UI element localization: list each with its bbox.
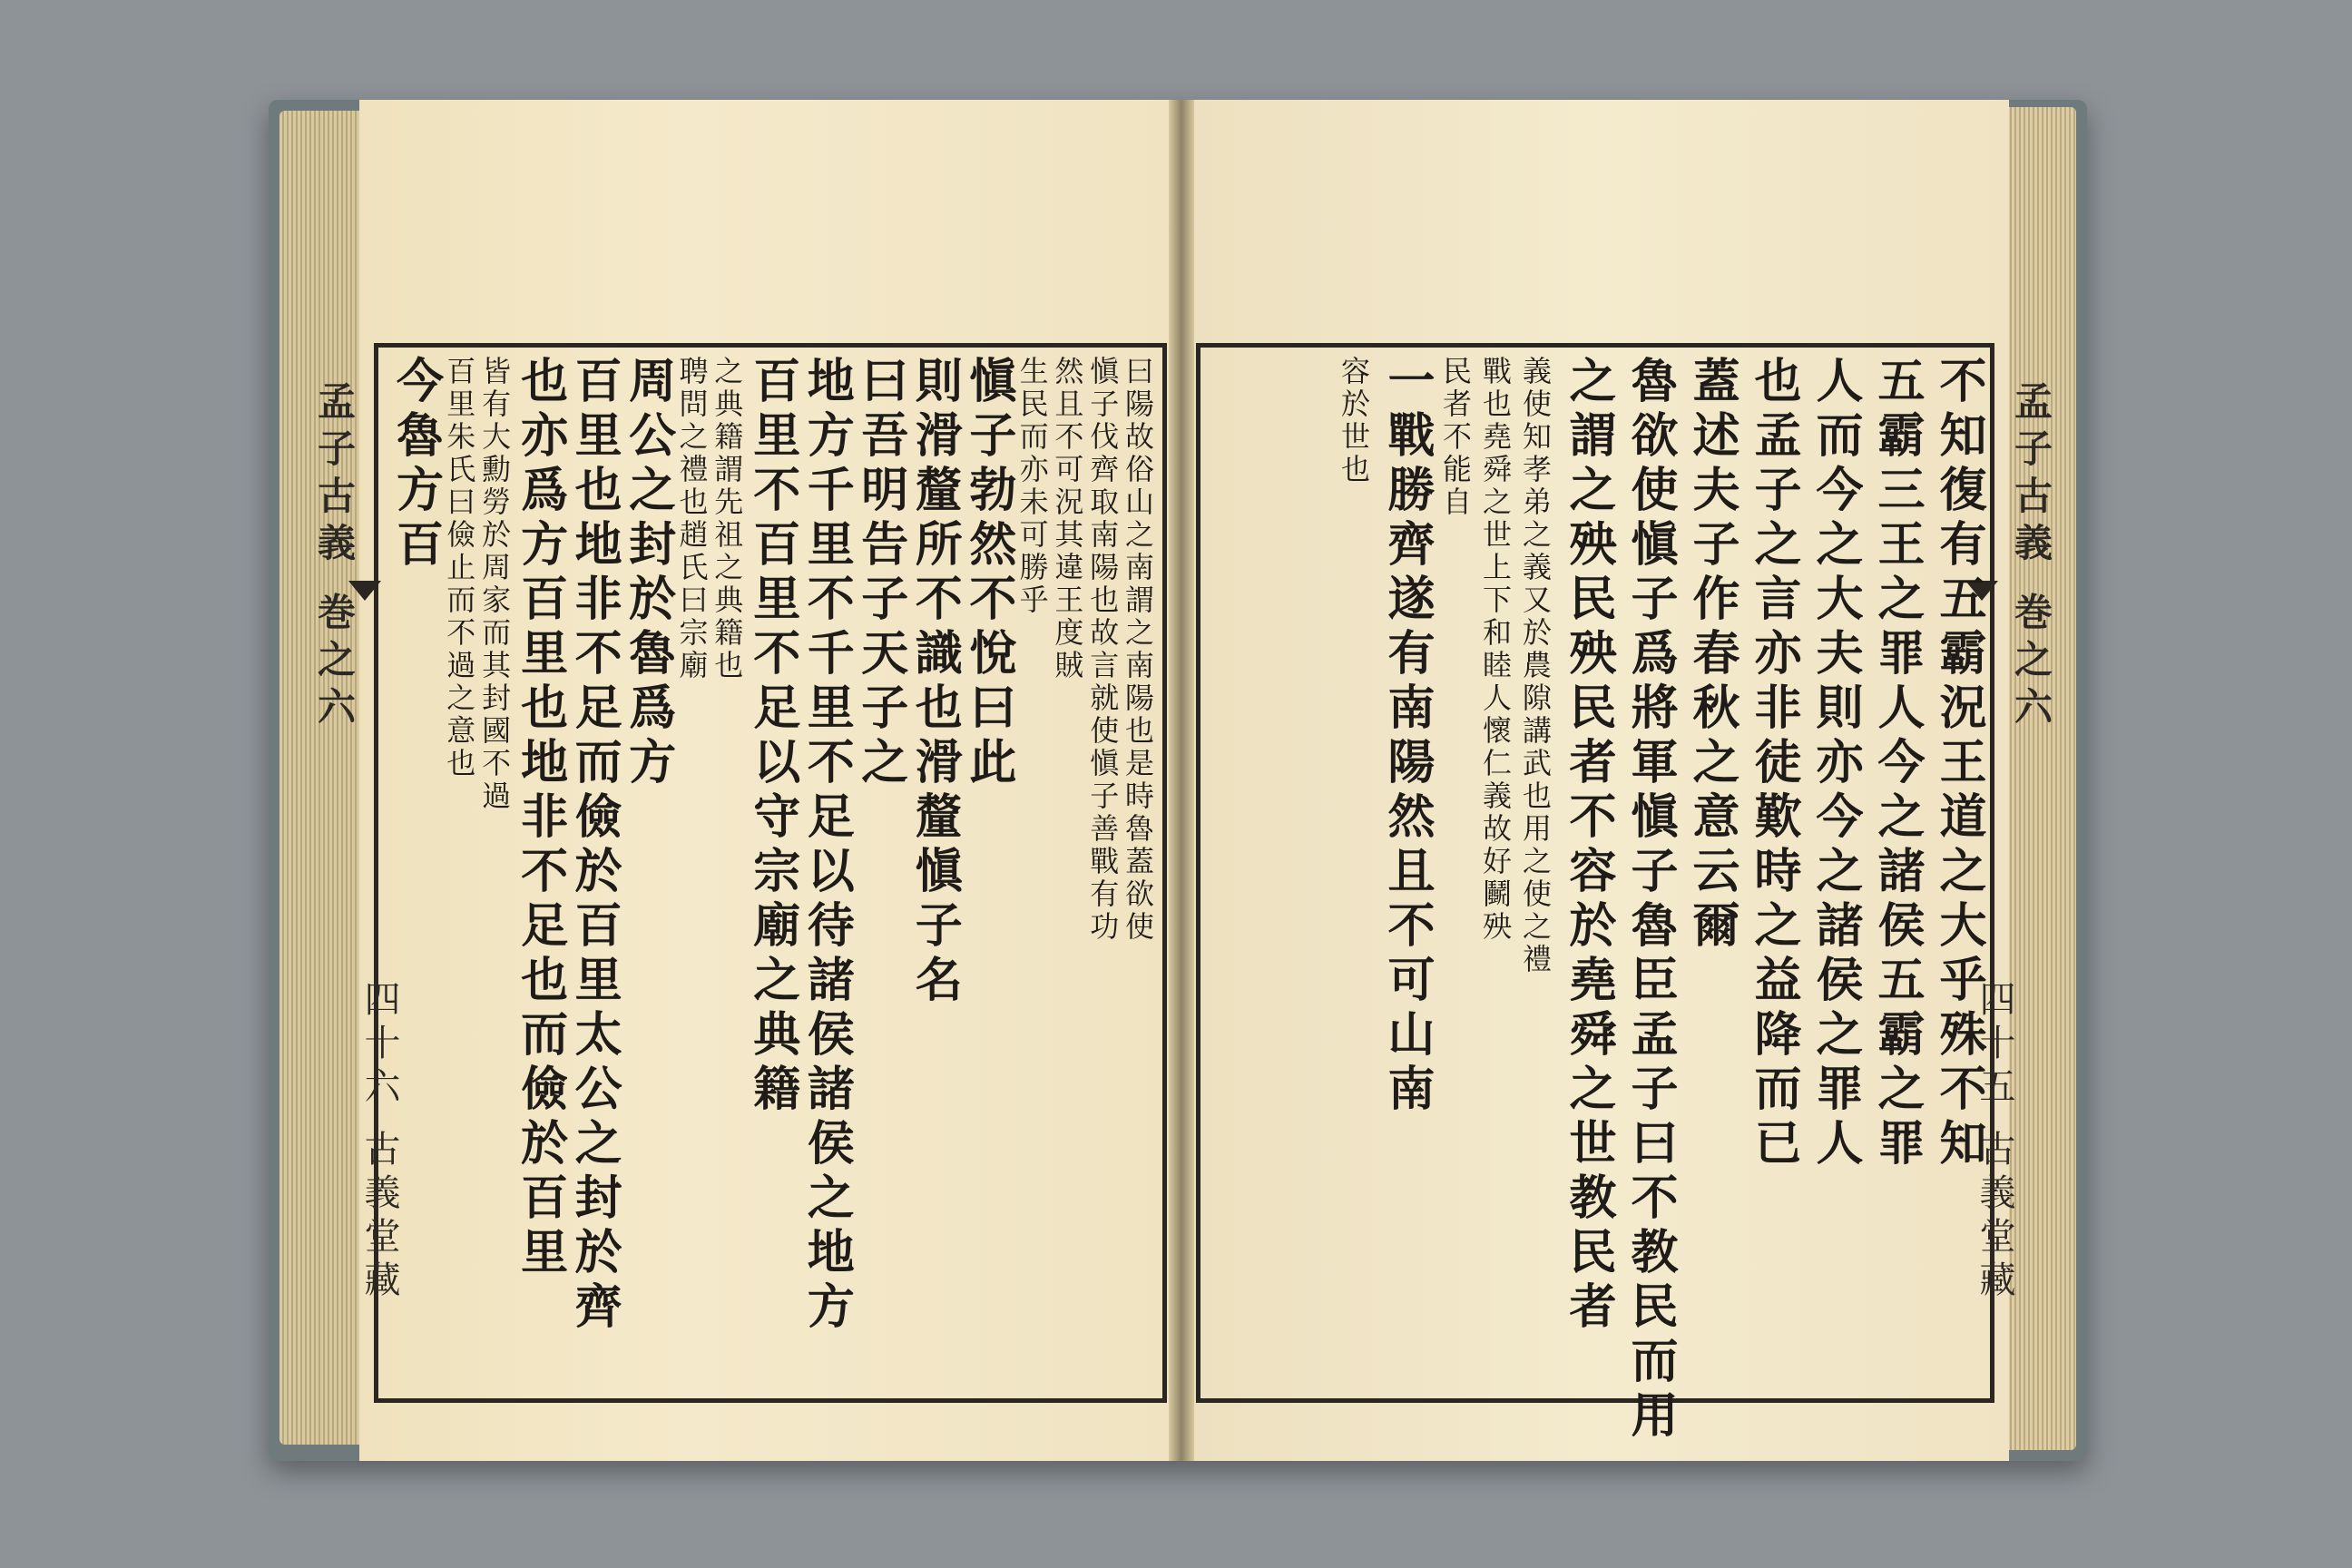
text-column: 百里朱氏曰儉止而不過之意也 [442, 356, 477, 780]
text-column: 周公之封於魯爲方 [620, 356, 676, 791]
text-column: 也孟子之言亦非徒歎時之益降而已 [1746, 356, 1801, 1172]
left-page-number: 四十六 古義堂藏 [358, 980, 400, 1304]
text-column: 聘問之禮也趙氏曰宗廟 [674, 356, 710, 682]
text-column: 地方千里不千里不足以待諸侯諸侯之地方 [799, 356, 855, 1336]
text-column: 生民而亦未可勝乎 [1014, 356, 1050, 617]
text-column: 百里不百里不足以守宗廟之典籍 [744, 356, 800, 1118]
text-column: 義使知孝弟之義又於農隙講武也用之使之禮 [1518, 356, 1553, 976]
text-column: 一戰勝齊遂有南陽然且不可山南 [1379, 356, 1435, 1118]
text-column: 容於世也 [1337, 356, 1371, 486]
book-gutter [1169, 100, 1194, 1461]
text-column: 愼子伐齊取南陽也故言就使愼子善戰有功 [1085, 356, 1121, 944]
right-page-columns [1210, 356, 1986, 1445]
page-edges-left [279, 111, 361, 1445]
text-column: 則滑釐所不識也滑釐愼子名 [906, 356, 963, 1009]
text-column: 今魯方百 [387, 356, 444, 573]
text-column: 曰吾明告子天子之 [852, 356, 908, 791]
text-column: 民者不能自 [1438, 356, 1473, 519]
left-page-columns [387, 356, 1155, 1390]
right-margin-title: 孟子古義 巻之六 [2009, 381, 2053, 734]
right-page-number: 四十五 古義堂藏 [1974, 980, 2015, 1304]
fishtail-mark-left [348, 581, 381, 601]
text-column: 蓋述夫子作春秋之意云爾 [1684, 356, 1740, 955]
text-column: 戰也堯舜之世上下和睦人懷仁義故好鬭殃 [1478, 356, 1513, 944]
text-column: 然且不可況其違王度賊 [1050, 356, 1085, 682]
text-column: 皆有大勳勞於周家而其封國不過 [477, 356, 513, 813]
text-column: 曰陽故俗山之南謂之南陽也是時魯蓋欲使 [1121, 356, 1155, 944]
text-column: 愼子勃然不悅曰此 [960, 356, 1016, 791]
text-column: 五霸三王之罪人今之諸侯五霸之罪 [1869, 356, 1925, 1172]
text-column: 不知復有五霸況王道之大乎殊不知 [1931, 356, 1986, 1172]
text-column: 人而今之大夫則亦今之諸侯之罪人 [1808, 356, 1863, 1172]
text-column: 百里也地非不足而儉於百里太公之封於齊 [566, 356, 622, 1336]
text-column: 魯欲使愼子爲將軍愼子魯臣孟子曰不教民而用 [1622, 356, 1678, 1445]
left-margin-title: 孟子古義 巻之六 [312, 381, 357, 734]
text-column: 之典籍謂先祖之典籍也 [710, 356, 745, 682]
text-column: 也亦爲方百里也地非不足也而儉於百里 [512, 356, 568, 1281]
text-column: 之謂之殃民殃民者不容於堯舜之世教民者 [1561, 356, 1616, 1336]
